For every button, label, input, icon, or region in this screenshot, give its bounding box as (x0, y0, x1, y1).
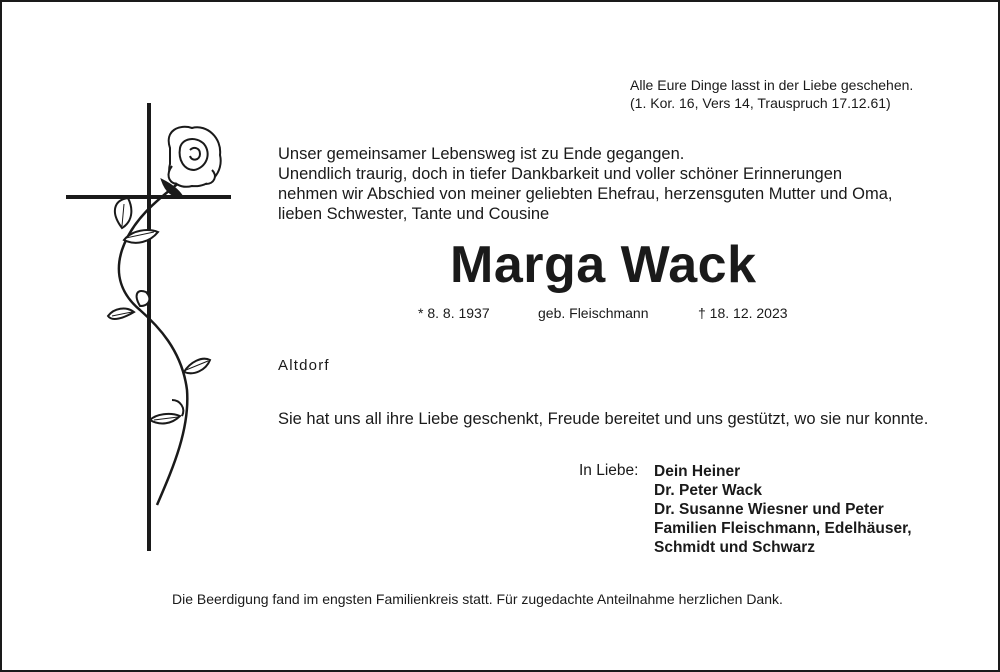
place-name: Altdorf (278, 357, 330, 374)
intro-line: lieben Schwester, Tante und Cousine (278, 205, 550, 223)
cross-with-rose-illustration (62, 100, 242, 554)
deceased-name: Marga Wack (450, 236, 757, 294)
mourners-list (654, 462, 912, 557)
verse-line: Alle Eure Dinge lasst in der Liebe geschehen. (630, 77, 914, 93)
maiden-name: geb. Fleischmann (538, 305, 649, 321)
mourner-name: Schmidt und Schwarz (654, 539, 816, 556)
closing-note: Die Beerdigung fand im engsten Familienkreis statt. Für zugedachte Anteilnahme herzlichen Dank. (172, 591, 783, 607)
rose-icon (108, 127, 221, 505)
verse-reference: (1. Kor. 16, Vers 14, Trauspruch 17.12.61) (630, 95, 891, 111)
intro-line: nehmen wir Abschied von meiner geliebten Ehefrau, herzensguten Mutter und Oma, (278, 185, 893, 203)
mourner-name: Dr. Peter Wack (654, 482, 762, 499)
death-date: † 18. 12. 2023 (698, 305, 788, 321)
intro-line: Unendlich traurig, doch in tiefer Dankbarkeit und voller schöner Erinnerungen (278, 165, 843, 183)
intro-line: Unser gemeinsamer Lebensweg ist zu Ende gegangen. (278, 145, 685, 163)
mourner-name: Dein Heiner (654, 463, 741, 480)
mourners-label: In Liebe: (579, 462, 639, 479)
mourner-name: Familien Fleischmann, Edelhäuser, (654, 520, 912, 537)
tribute-text: Sie hat uns all ihre Liebe geschenkt, Freude bereitet und uns gestützt, wo sie nur konnte. (278, 410, 929, 428)
bible-verse (630, 76, 913, 112)
intro-text (278, 144, 893, 224)
birth-date: * 8. 8. 1937 (418, 305, 490, 321)
mourner-name: Dr. Susanne Wiesner und Peter (654, 501, 884, 518)
